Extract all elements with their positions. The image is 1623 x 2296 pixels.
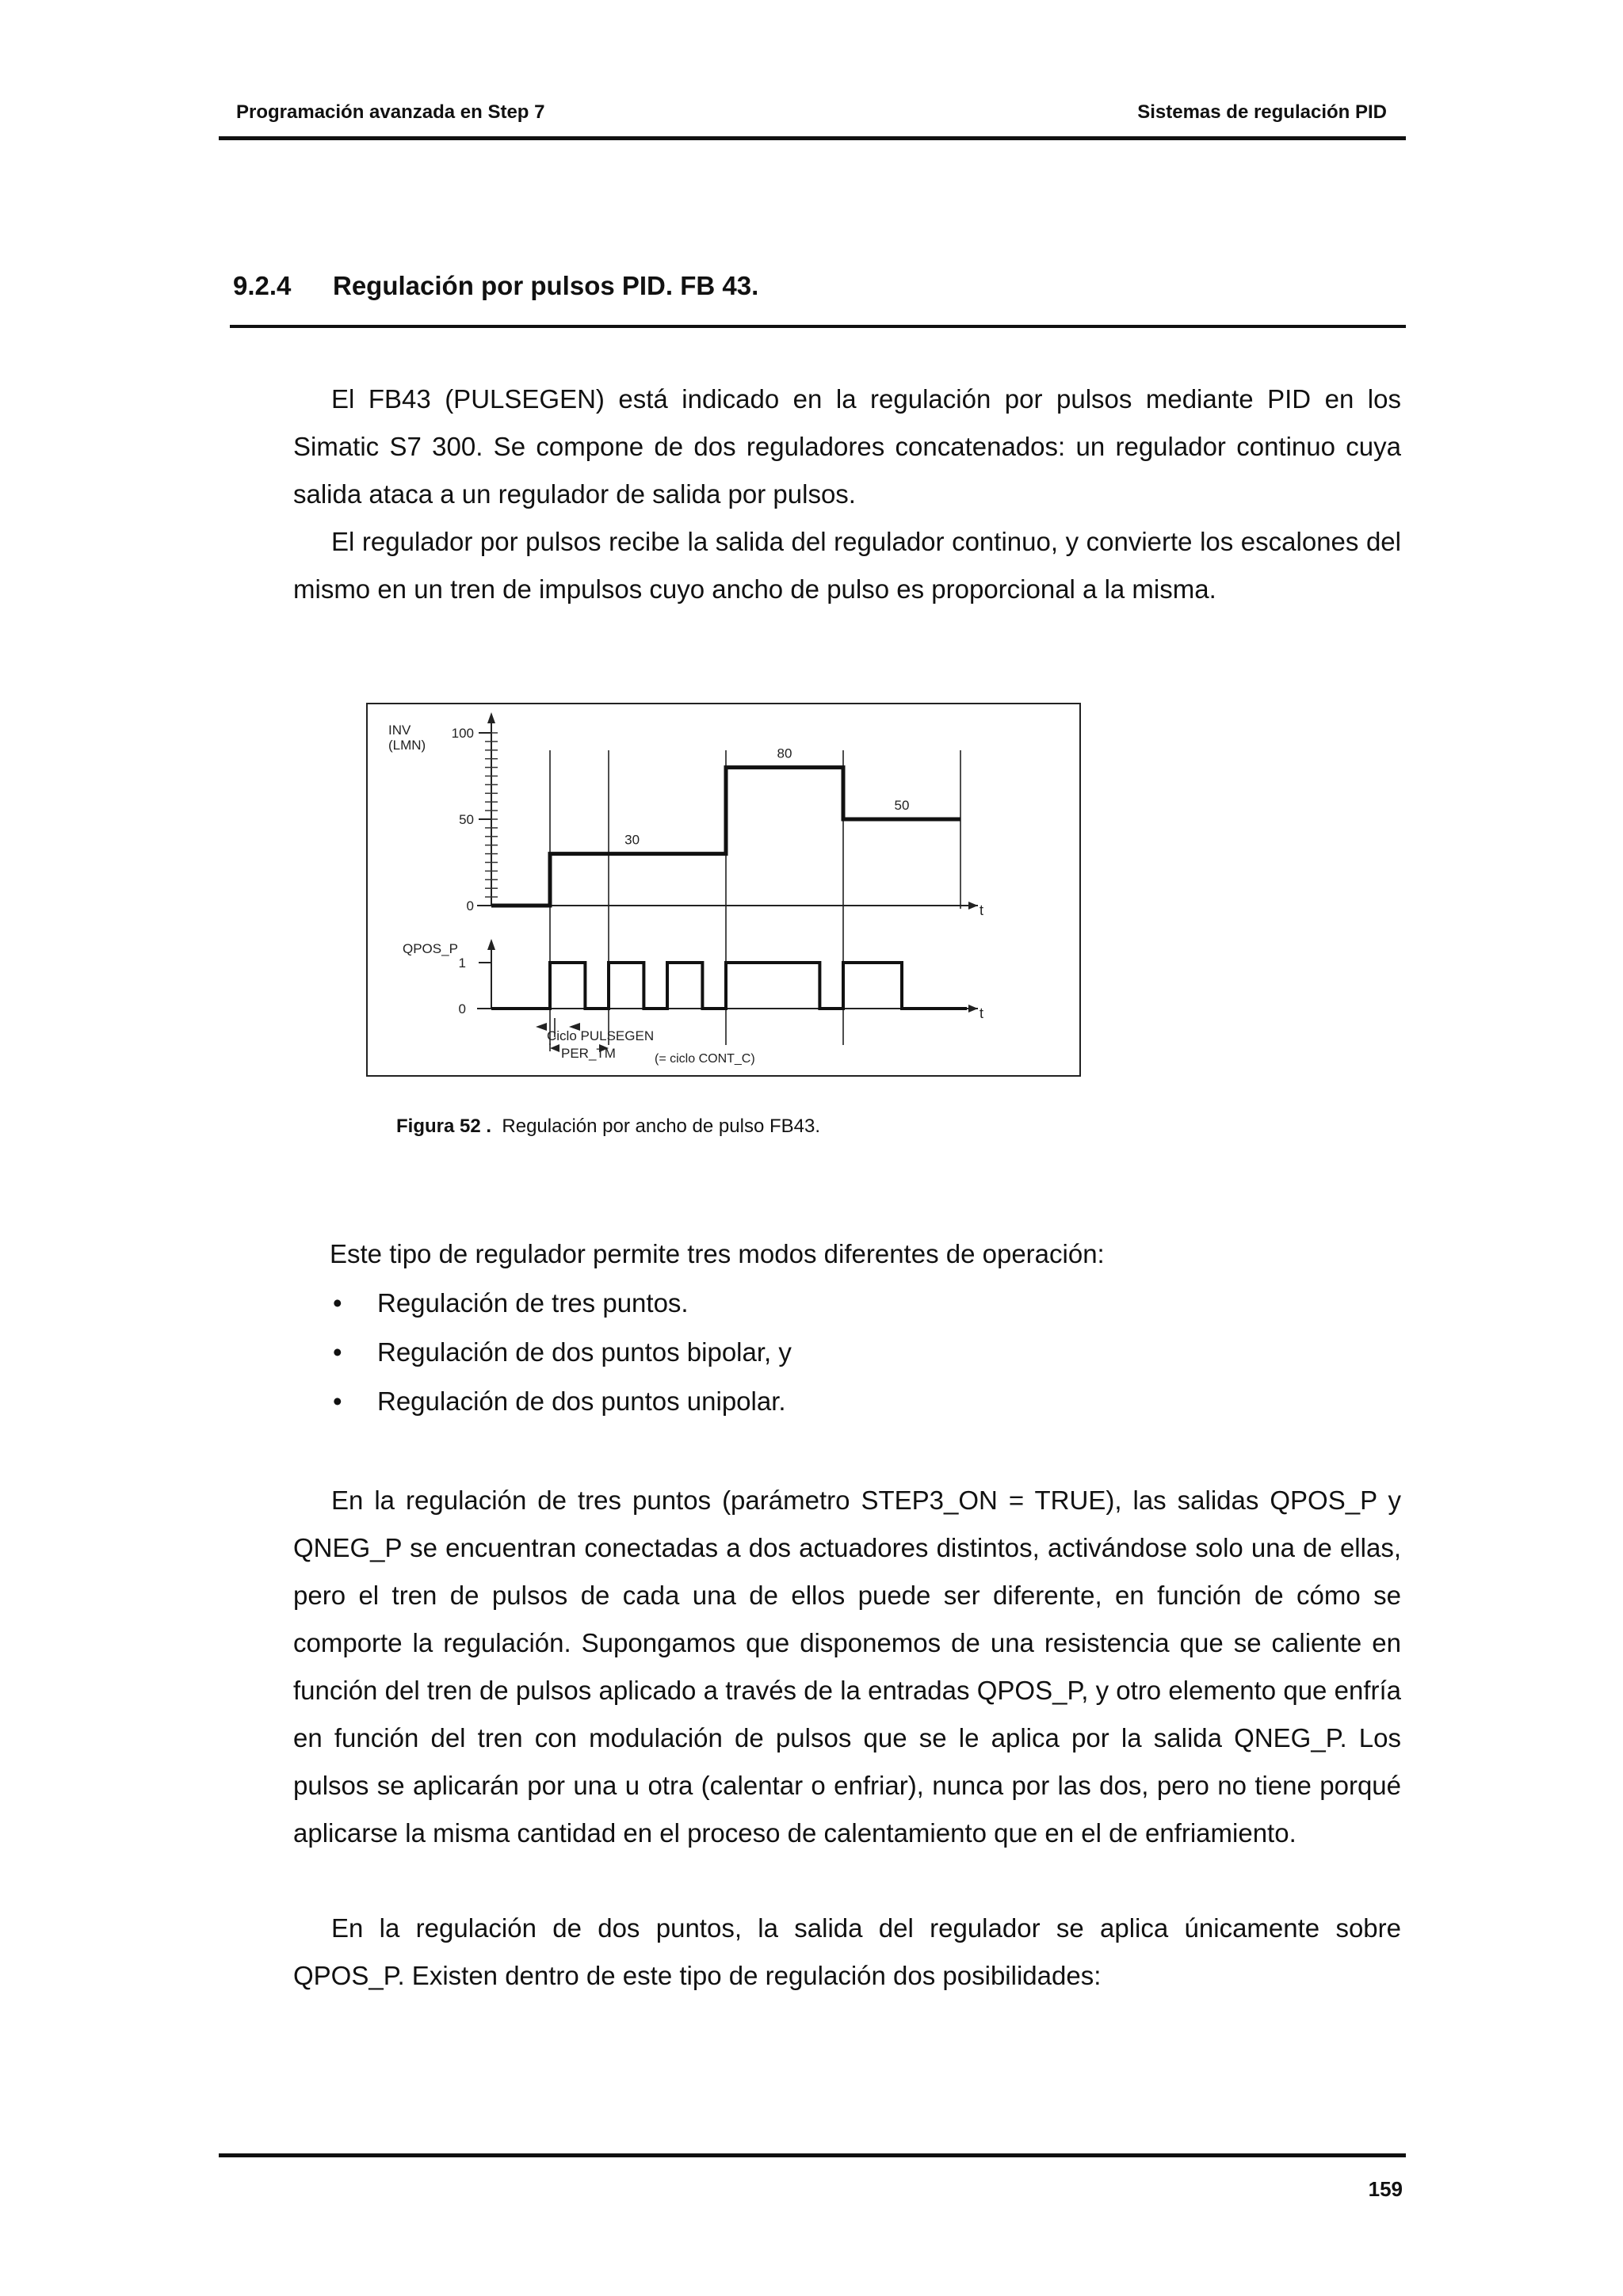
data-label: 50	[894, 798, 910, 813]
section-heading	[233, 271, 758, 301]
per-tm-arrow-left	[550, 1044, 559, 1052]
list-item-text: Regulación de tres puntos.	[377, 1288, 689, 1318]
list-item	[330, 1279, 1105, 1328]
y-axis-label-lmn: (LMN)	[388, 738, 426, 753]
x-axis-bottom-arrow	[968, 1005, 978, 1013]
series-qpos-p	[491, 963, 967, 1009]
header-rule	[219, 136, 1406, 140]
chart-guides	[536, 750, 960, 1052]
bullet-mark: •	[333, 1386, 342, 1416]
list-item	[330, 1377, 1105, 1426]
y-tick-label: 100	[451, 726, 474, 741]
section-rule	[230, 325, 1406, 328]
per-tm-label: PER_TM	[561, 1046, 616, 1061]
figure-caption-text: Regulación por ancho de pulso FB43.	[502, 1116, 820, 1137]
paragraph-intro-text: El FB43 (PULSEGEN) está indicado en la regulación por pulsos mediante PID en los Simatic S7 300. Se compone de dos reguladores concatenados: un regulador continuo cuya salida ataca a un regulador de salida por pulsos.	[293, 384, 1401, 509]
cycle-arrow-left	[536, 1023, 547, 1031]
list-item-text: Regulación de dos puntos unipolar.	[377, 1386, 786, 1416]
x-axis-label-top: t	[980, 902, 984, 918]
header-chapter-title: Sistemas de regulación PID	[1137, 101, 1387, 123]
operation-modes	[330, 1230, 1105, 1426]
list-item	[330, 1328, 1105, 1377]
paragraph-three-point	[293, 1477, 1401, 1857]
paragraph-two-point	[293, 1905, 1401, 2000]
y-tick-label: 0	[466, 898, 474, 913]
page-number: 159	[1368, 2177, 1403, 2201]
bullet-mark: •	[333, 1288, 342, 1318]
pulse-width-chart	[368, 704, 1079, 1075]
cycle-cont-label: (= ciclo CONT_C)	[655, 1052, 755, 1066]
data-label: 30	[624, 832, 640, 848]
x-axis-top-arrow	[968, 902, 978, 910]
x-axis-label-bottom: t	[980, 1005, 984, 1021]
paragraph-pulse-regulator-text: El regulador por pulsos recibe la salida del regulador continuo, y convierte los escalones del mismo en un tren de impulsos cuyo ancho de pulso es proporcional a la misma.	[293, 527, 1401, 604]
section-title: Regulación por pulsos PID. FB 43.	[333, 271, 759, 300]
footer-rule	[219, 2153, 1406, 2157]
section-number: 9.2.4	[233, 271, 292, 300]
y-axis-label-inv: INV	[388, 723, 411, 738]
y-tick-label: 50	[459, 812, 474, 827]
header-book-title: Programación avanzada en Step 7	[236, 101, 545, 123]
paragraph-pulse-regulator	[293, 518, 1401, 613]
bullet-mark: •	[333, 1337, 342, 1367]
list-item-text: Regulación de dos puntos bipolar, y	[377, 1337, 792, 1367]
chart-ticks	[479, 733, 498, 1009]
y-axis-bottom-arrow	[487, 939, 495, 950]
y-axis-label-qpos: QPOS_P	[403, 941, 458, 956]
paragraph-two-point-text: En la regulación de dos puntos, la salida del regulador se aplica únicamente sobre QPOS_P. Existen dentro de este tipo de regulación dos posibilidades:	[293, 1913, 1401, 1990]
paragraph-three-point-text: En la regulación de tres puntos (parámetro STEP3_ON = TRUE), las salidas QPOS_P y QNEG_P se encuentran conectadas a dos actuadores distintos, activándose solo una de ellas, pero el tren de pulsos de cada una de ellos puede ser diferente, en función de cómo se comporte la regulación. Supongamos que disponemos de una resistencia que se caliente en función del tren de pulsos aplicado a través de la entradas QPOS_P, y otro elemento que enfría en función del tren con modulación de pulsos que se le aplica por la salida QNEG_P. Los pulsos se aplicarán por una u otra (calentar o enfriar), nunca por las dos, pero no tiene porqué aplicarse la misma cantidad en el proceso de calentamiento que en el de enfriamiento.	[293, 1486, 1401, 1848]
y-axis-top-arrow	[487, 712, 495, 723]
running-header	[219, 93, 1404, 141]
figure-pulse-width-diagram	[366, 703, 1081, 1077]
figure-caption	[396, 1116, 820, 1138]
y-tick-label: 0	[458, 1001, 466, 1016]
data-label: 80	[777, 746, 792, 761]
paragraph-intro	[293, 376, 1401, 518]
figure-caption-label: Figura 52 .	[396, 1116, 492, 1137]
y-tick-label: 1	[458, 955, 466, 971]
cycle-pulsegen-label: Ciclo PULSEGEN	[547, 1028, 655, 1043]
operation-modes-intro: Este tipo de regulador permite tres modos diferentes de operación:	[330, 1239, 1105, 1268]
